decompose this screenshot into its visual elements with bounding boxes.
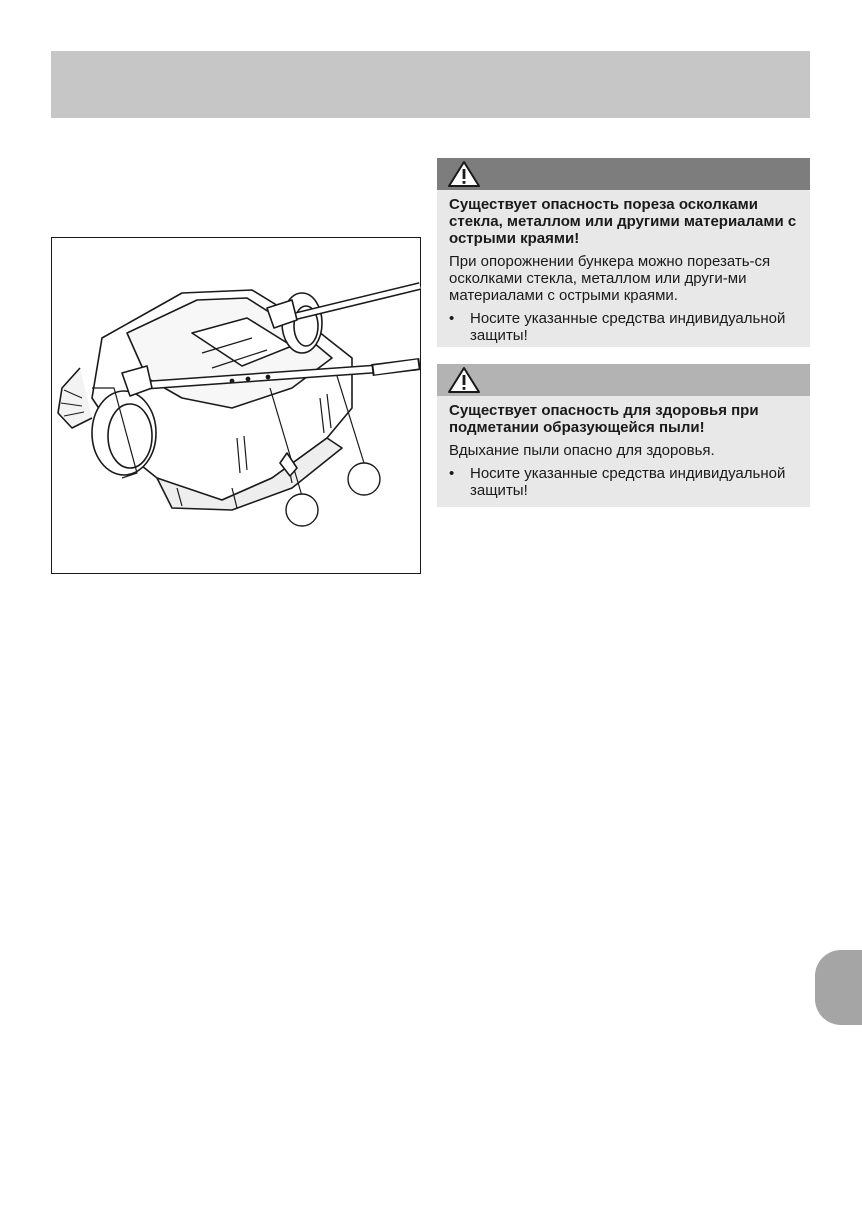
warning-header <box>437 158 810 190</box>
warning-header <box>437 364 810 396</box>
warning-title: Существует опасность для здоровья при подметании образующейся пыли! <box>449 402 759 436</box>
warning-triangle-icon <box>447 366 481 394</box>
warning-bullet: • Носите указанные средства индивидуальной защиты! <box>449 310 800 344</box>
warning-triangle-icon <box>447 160 481 188</box>
warning-text: При опорожнении бункера можно порезать-ся осколками стекла, металлом или други-ми материалами с острыми краями. <box>449 253 771 304</box>
warning-box-cut-hazard <box>437 158 810 347</box>
warning-bullet-list <box>449 465 800 499</box>
warning-bullet-list <box>449 310 800 344</box>
sweeper-figure <box>51 237 421 574</box>
warning-text: Вдыхание пыли опасно для здоровья. <box>449 442 715 459</box>
warning-box-dust-hazard <box>437 364 810 507</box>
header-bar <box>51 51 810 118</box>
sweeper-illustration <box>52 238 422 575</box>
side-chapter-tab <box>815 950 862 1025</box>
warning-bullet: • Носите указанные средства индивидуальной защиты! <box>449 465 800 499</box>
warning-title: Существует опасность пореза осколками стекла, металлом или другими материалами с острыми краями! <box>449 196 797 247</box>
